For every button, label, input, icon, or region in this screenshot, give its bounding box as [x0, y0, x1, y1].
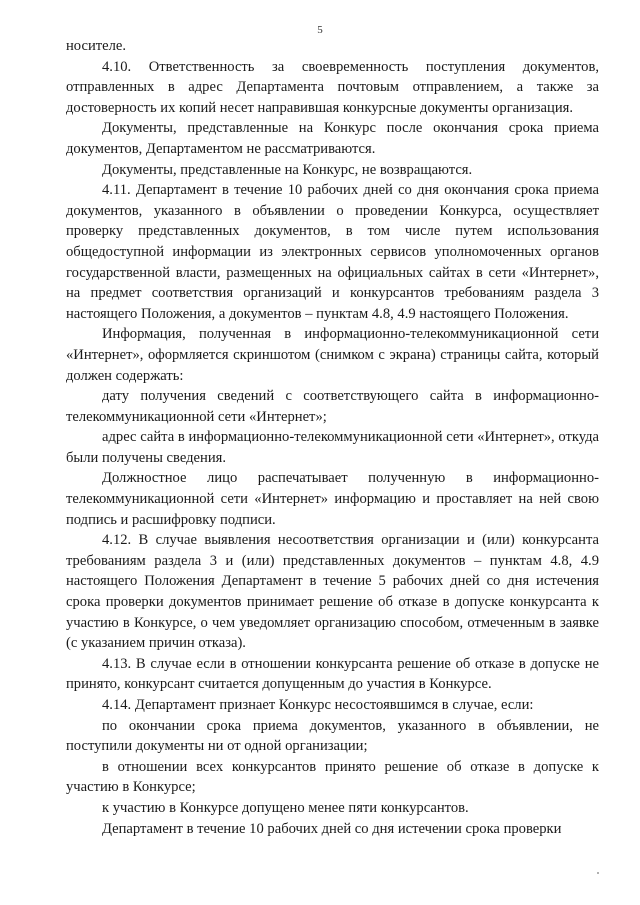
paragraph-4-10: 4.10. Ответственность за своевременность поступления документов, отправленных в адрес Департамента почтовым отправлением, а также за достоверность их копий несет направившая конкурсные документы организация. [66, 58, 599, 116]
page-number: 5 [317, 24, 323, 36]
paragraph-late-documents: Документы, представленные на Конкурс после окончания срока приема документов, Департаментом не рассматриваются. [66, 120, 599, 157]
paragraph-official-prints: Должностное лицо распечатывает полученную в информационно-телекоммуникационной сети «Интернет» информацию и проставляет на ней свою подпись и расшифровку подписи. [66, 470, 599, 528]
paragraph-not-returned: Документы, представленные на Конкурс, не возвращаются. [102, 161, 473, 178]
paragraph-4-14: 4.14. Департамент признает Конкурс несостоявшимся в случае, если: [102, 697, 534, 713]
paragraph-continuation: носителе. [66, 38, 127, 54]
paragraph-4-11: 4.11. Департамент в течение 10 рабочих дней со дня окончания срока приема документов, указанного в объявлении о проведении Конкурса, осуществляет проверку представленных документов, в том числе путем использования общедоступной информации из электронных сервисов уполномоченных органов государственной власти, размещенных на официальных сайтах в сети «Интернет», на предмет соответствия организаций и конкурсантов требованиям раздела 3 настоящего Положения, а документов – пунктам 4.8, 4.9 настоящего Положения. [66, 182, 599, 322]
paragraph-internet-info: Информация, полученная в информационно-телекоммуникационной сети «Интернет», оформляется скриншотом (снимком с экрана) страницы сайта, который должен содержать: [66, 326, 599, 384]
list-item-all-refused: в отношении всех конкурсантов принято решение об отказе в допуске к участию в Конкурсе; [66, 758, 599, 796]
document-body [66, 36, 599, 839]
paragraph-4-13: 4.13. В случае если в отношении конкурсанта решение об отказе в допуске не принято, конкурсант считается допущенным до участия в Конкурсе. [66, 655, 599, 693]
scan-speck [597, 872, 599, 874]
list-item-fewer-than-five: к участию в Конкурсе допущено менее пяти конкурсантов. [102, 799, 469, 816]
list-item-site-address: адрес сайта в информационно-телекоммуникационной сети «Интернет», откуда были получены сведения. [66, 429, 599, 466]
paragraph-department-deadline: Департамент в течение 10 рабочих дней со дня истечении срока проверки [102, 820, 562, 837]
list-item-date: дату получения сведений с соответствующего сайта в информационно-телекоммуникационной сети «Интернет»; [66, 388, 599, 425]
list-item-no-documents: по окончании срока приема документов, указанного в объявлении, не поступили документы ни от одной организации; [66, 717, 599, 755]
paragraph-4-12: 4.12. В случае выявления несоответствия организации и (или) конкурсанта требованиям раздела 3 и (или) представленных документов – пунктам 4.8, 4.9 настоящего Положения Департамент в течение 5 рабочих дней со дня истечения срока проверки документов принимает решение об отказе в допуске конкурсанта к участию в Конкурсе, о чем уведомляет организацию способом, отмеченным в заявке (с указанием причин отказа). [66, 532, 599, 652]
